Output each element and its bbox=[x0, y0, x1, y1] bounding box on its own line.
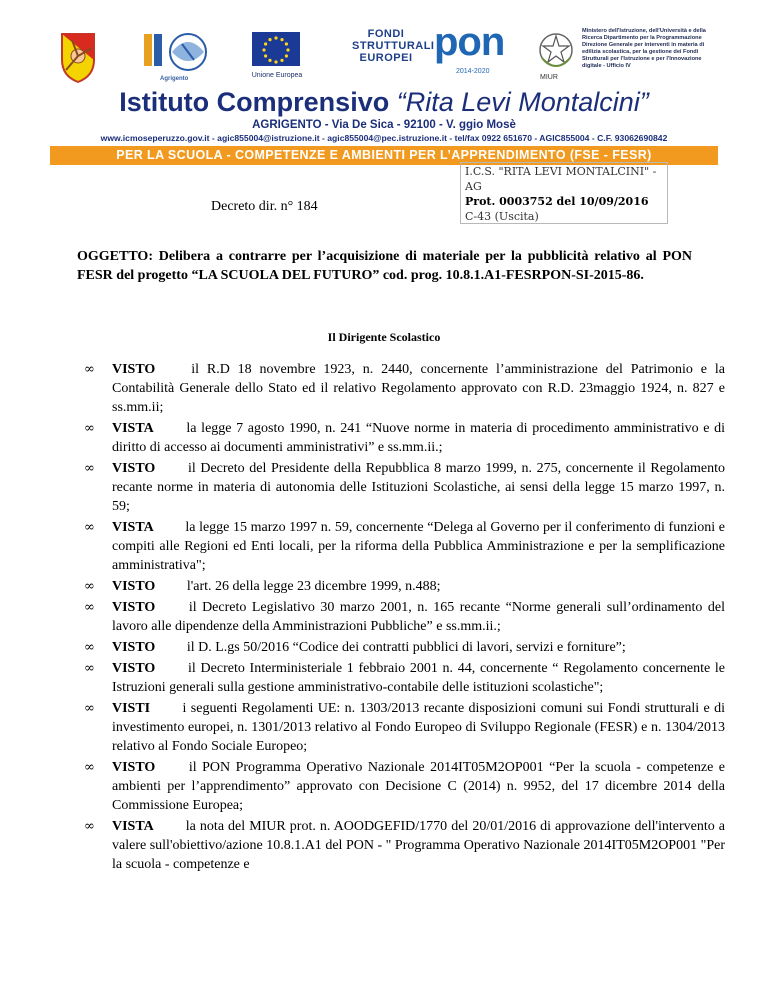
premise-item bbox=[84, 758, 725, 815]
infinity-bullet-icon: ∞ bbox=[84, 520, 95, 535]
infinity-bullet-icon: ∞ bbox=[84, 600, 95, 615]
school-name-prefix: Istituto Comprensivo bbox=[119, 87, 390, 117]
premise-text: la legge 7 agosto 1990, n. 241 “Nuove norme in materia di procedimento amministrativo e di diritto di accesso ai documenti amministrativi” e ss.mm.ii.; bbox=[112, 421, 726, 455]
premise-item bbox=[84, 577, 725, 596]
ministry-text: Ministero dell'Istruzione, dell'Università e della Ricerca Dipartimento per la Programmazione Direzione Generale per interventi in materia di edilizia scolastica, per la gestione dei Fondi Strutturali per l'Istruzione e per l'Innovazione digitale - Ufficio IV bbox=[582, 28, 706, 69]
infinity-bullet-icon: ∞ bbox=[84, 640, 95, 655]
premise-text: il Decreto Interministeriale 1 febbraio 2001 n. 44, concernente “ Regolamento concernente le Istruzioni generali sulla gestione amministrativo-contabile delle istituzioni scolastiche"; bbox=[112, 661, 726, 695]
infinity-bullet-icon: ∞ bbox=[84, 701, 95, 716]
school-logo-caption: Agrigento bbox=[160, 76, 189, 82]
infinity-bullet-icon: ∞ bbox=[84, 819, 95, 834]
premise-text: i seguenti Regolamenti UE: n. 1303/2013 recante disposizioni comuni sui Fondi strutturali e di investimento europei, n. 1301/2013 relativo al Fondo Europeo di Sviluppo Regionale (FESR) e n. 1304/2013 relativo al Fondo Sociale Europeo; bbox=[112, 701, 725, 754]
premise-item bbox=[84, 419, 726, 457]
premise-item bbox=[84, 699, 725, 756]
infinity-bullet-icon: ∞ bbox=[84, 362, 95, 377]
eu-label: Unione Europea bbox=[251, 72, 303, 79]
fondi-line: STRUTTURALI bbox=[352, 40, 435, 52]
premise-text: il R.D 18 novembre 1923, n. 2440, concernente l’amministrazione del Patrimonio e la Contabilità Generale dello Stato ed il relativo Regolamento approvato con R.D. 23maggio 1924, n. 827 e ss.mm.ii; bbox=[112, 362, 725, 415]
premise-keyword: VISTO bbox=[112, 461, 156, 476]
infinity-bullet-icon: ∞ bbox=[84, 579, 95, 594]
premise-text: il PON Programma Operativo Nazionale 2014IT05M2OP001 “Per la scuola - competenze e ambienti per l’apprendimento” approvato con Decisione C (2014) n. 9952, del 17 dicembre 2014 della Commissione Europea; bbox=[112, 760, 725, 813]
pon-years: 2014-2020 bbox=[456, 68, 490, 75]
infinity-bullet-icon: ∞ bbox=[84, 760, 95, 775]
premise-item bbox=[84, 659, 726, 697]
premise-item bbox=[84, 518, 726, 575]
premise-keyword: VISTO bbox=[112, 600, 156, 615]
fondi-line: FONDI bbox=[367, 28, 405, 40]
miur-label: MIUR bbox=[540, 74, 558, 81]
eu-logo bbox=[248, 30, 304, 80]
premise-item bbox=[84, 817, 725, 874]
section-heading: Il Dirigente Scolastico bbox=[327, 330, 441, 344]
premise-item bbox=[84, 360, 725, 417]
pon-logo bbox=[432, 20, 522, 80]
school-address: AGRIGENTO - Via De Sica - 92100 - V. ggio Mosè bbox=[252, 119, 516, 131]
logo-row bbox=[50, 20, 718, 88]
protocol-institution: I.C.S. "RITA LEVI MONTALCINI" - AG bbox=[465, 165, 657, 193]
premise-keyword: VISTO bbox=[112, 579, 156, 594]
protocol-stamp bbox=[460, 162, 668, 224]
fondi-strutturali-label bbox=[352, 28, 435, 64]
premise-keyword: VISTO bbox=[112, 760, 156, 775]
school-name bbox=[50, 86, 718, 118]
school-logo bbox=[142, 30, 222, 84]
premise-keyword: VISTA bbox=[112, 819, 154, 834]
decree-number: Decreto dir. n° 184 bbox=[211, 199, 318, 214]
italian-republic-emblem-icon bbox=[536, 28, 576, 76]
premise-keyword: VISTI bbox=[112, 701, 151, 716]
premise-text: il D. L.gs 50/2016 “Codice dei contratti pubblici di lavori, servizi e forniture”; bbox=[186, 640, 626, 655]
pon-banner: PER LA SCUOLA - COMPETENZE E AMBIENTI PER L’APPRENDIMENTO (FSE - FESR) bbox=[50, 146, 718, 165]
school-contacts: www.icmoseperuzzo.gov.it - agic855004@istruzione.it - agic855004@pec.istruzione.it - tel/fax 0922 651670 - AGIC855004 - C.F. 93062690842 bbox=[100, 133, 668, 143]
premise-text: il Decreto del Presidente della Repubblica 8 marzo 1999, n. 275, concernente il Regolamento recante norme in materia di autonomia delle Istituzioni Scolastiche, ai sensi della legge 15 marzo 1997, n. 59; bbox=[112, 461, 726, 514]
premise-keyword: VISTA bbox=[112, 421, 154, 436]
premise-text: la nota del MIUR prot. n. AOODGEFID/1770 del 20/01/2016 di approvazione dell'intervento a valere sull'obiettivo/azione 10.8.1.A1 del PON - " Programma Operativo Nazionale 2014IT05M2OP001 "Per la scuola - competenze e bbox=[112, 819, 725, 872]
fondi-line: EUROPEI bbox=[359, 52, 413, 64]
pon-wordmark: pon bbox=[434, 20, 505, 64]
eu-flag-icon bbox=[248, 30, 304, 70]
premise-item bbox=[84, 638, 725, 657]
infinity-bullet-icon: ∞ bbox=[84, 421, 95, 436]
school-logo-mark bbox=[142, 30, 222, 76]
premise-keyword: VISTA bbox=[112, 520, 154, 535]
premise-item bbox=[84, 598, 725, 636]
protocol-number: Prot. 0003752 del 10/09/2016 bbox=[465, 195, 649, 208]
letterhead bbox=[50, 20, 718, 166]
premise-item bbox=[84, 459, 726, 516]
school-name-quoted: “Rita Levi Montalcini” bbox=[396, 87, 649, 117]
premises-list bbox=[84, 360, 726, 876]
premise-keyword: VISTO bbox=[112, 640, 156, 655]
infinity-bullet-icon: ∞ bbox=[84, 461, 95, 476]
protocol-class: C-43 (Uscita) bbox=[465, 210, 539, 223]
premise-text: l'art. 26 della legge 23 dicembre 1999, n.488; bbox=[186, 579, 441, 594]
subject-paragraph: OGGETTO: Delibera a contrarre per l’acquisizione di materiale per la pubblicità relativo al PON FESR del progetto “LA SCUOLA DEL FUTURO” cod. prog. 10.8.1.A1-FESRPON-SI-2015-86. bbox=[77, 249, 692, 283]
premise-keyword: VISTO bbox=[112, 661, 156, 676]
sicily-region-logo bbox=[58, 30, 98, 84]
premise-keyword: VISTO bbox=[112, 362, 156, 377]
infinity-bullet-icon: ∞ bbox=[84, 661, 95, 676]
premise-text: il Decreto Legislativo 30 marzo 2001, n. 165 recante “Norme generali sull’ordinamento del lavoro alle dipendenze della Amministrazioni Pubbliche” e ss.mm.ii.; bbox=[112, 600, 725, 634]
premise-text: la legge 15 marzo 1997 n. 59, concernente “Delega al Governo per il conferimento di funzioni e compiti alle Regioni ed Enti locali, per la riforma della Pubblica Amministrazione e per la semplificazione amministrativa"; bbox=[112, 520, 726, 573]
